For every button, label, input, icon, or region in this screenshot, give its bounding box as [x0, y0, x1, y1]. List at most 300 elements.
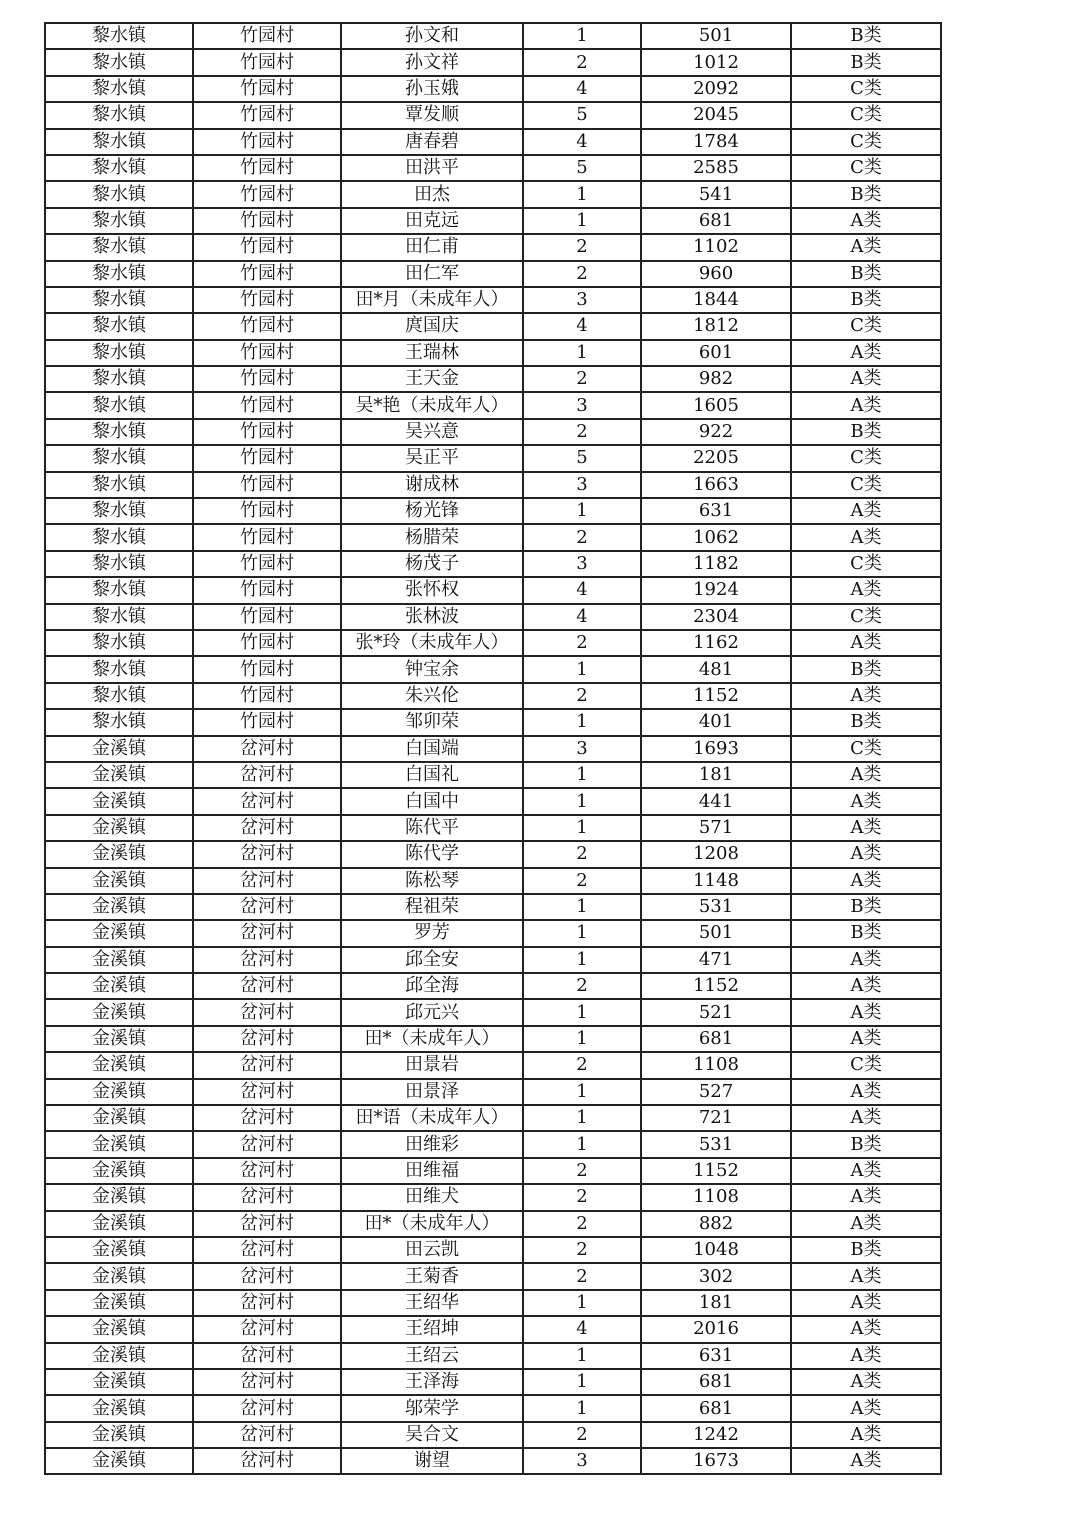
table-row [45, 1026, 941, 1052]
table-row [45, 129, 941, 155]
table-row [45, 208, 941, 234]
household-size-cell: 4 [523, 604, 641, 630]
category-cell: C类 [791, 155, 941, 181]
household-size-cell: 4 [523, 129, 641, 155]
category-cell: A类 [791, 1369, 941, 1395]
household-size-cell: 1 [523, 1079, 641, 1105]
village-cell: 竹园村 [193, 287, 341, 313]
name-cell: 王天金 [341, 366, 523, 392]
table-row [45, 49, 941, 75]
category-cell: B类 [791, 920, 941, 946]
household-size-cell: 2 [523, 261, 641, 287]
village-cell: 岔河村 [193, 1448, 341, 1474]
category-cell: C类 [791, 102, 941, 128]
amount-cell: 181 [641, 762, 791, 788]
table-row [45, 920, 941, 946]
amount-cell: 721 [641, 1105, 791, 1131]
town-cell: 金溪镇 [45, 788, 193, 814]
category-cell: A类 [791, 1395, 941, 1421]
name-cell: 邬荣学 [341, 1395, 523, 1421]
village-cell: 岔河村 [193, 1263, 341, 1289]
table-row [45, 1290, 941, 1316]
name-cell: 田景岩 [341, 1052, 523, 1078]
amount-cell: 2016 [641, 1316, 791, 1342]
name-cell: 王泽海 [341, 1369, 523, 1395]
table-row [45, 947, 941, 973]
household-size-cell: 1 [523, 920, 641, 946]
category-cell: A类 [791, 1184, 941, 1210]
table-row [45, 419, 941, 445]
amount-cell: 441 [641, 788, 791, 814]
village-cell: 岔河村 [193, 1369, 341, 1395]
name-cell: 吴合文 [341, 1422, 523, 1448]
amount-cell: 1605 [641, 392, 791, 418]
category-cell: C类 [791, 76, 941, 102]
name-cell: 孙文祥 [341, 49, 523, 75]
town-cell: 金溪镇 [45, 1026, 193, 1052]
table-row [45, 287, 941, 313]
village-cell: 竹园村 [193, 76, 341, 102]
village-cell: 竹园村 [193, 577, 341, 603]
amount-cell: 1924 [641, 577, 791, 603]
category-cell: B类 [791, 894, 941, 920]
category-cell: A类 [791, 577, 941, 603]
village-cell: 岔河村 [193, 1052, 341, 1078]
table-row [45, 392, 941, 418]
amount-cell: 1108 [641, 1052, 791, 1078]
household-size-cell: 3 [523, 1448, 641, 1474]
household-size-cell: 2 [523, 366, 641, 392]
name-cell: 孙玉娥 [341, 76, 523, 102]
name-cell: 陈代学 [341, 841, 523, 867]
category-cell: A类 [791, 1079, 941, 1105]
amount-cell: 1108 [641, 1184, 791, 1210]
table-row [45, 1263, 941, 1289]
name-cell: 吴正平 [341, 445, 523, 471]
amount-cell: 1693 [641, 736, 791, 762]
amount-cell: 1844 [641, 287, 791, 313]
category-cell: A类 [791, 234, 941, 260]
household-size-cell: 2 [523, 1237, 641, 1263]
name-cell: 王绍坤 [341, 1316, 523, 1342]
amount-cell: 1663 [641, 472, 791, 498]
category-cell: A类 [791, 392, 941, 418]
household-size-cell: 1 [523, 762, 641, 788]
amount-cell: 1152 [641, 1158, 791, 1184]
village-cell: 竹园村 [193, 551, 341, 577]
category-cell: A类 [791, 498, 941, 524]
town-cell: 黎水镇 [45, 313, 193, 339]
category-cell: C类 [791, 736, 941, 762]
village-cell: 岔河村 [193, 1316, 341, 1342]
village-cell: 竹园村 [193, 472, 341, 498]
table-row [45, 999, 941, 1025]
table-row [45, 1448, 941, 1474]
category-cell: A类 [791, 1316, 941, 1342]
amount-cell: 302 [641, 1263, 791, 1289]
category-cell: B类 [791, 49, 941, 75]
amount-cell: 1242 [641, 1422, 791, 1448]
amount-cell: 481 [641, 656, 791, 682]
table-row [45, 366, 941, 392]
table-row [45, 709, 941, 735]
table-row [45, 472, 941, 498]
amount-cell: 601 [641, 340, 791, 366]
name-cell: 谢望 [341, 1448, 523, 1474]
table-row [45, 1369, 941, 1395]
table-row [45, 498, 941, 524]
name-cell: 谢成林 [341, 472, 523, 498]
amount-cell: 1062 [641, 524, 791, 550]
village-cell: 岔河村 [193, 1158, 341, 1184]
table-row [45, 1395, 941, 1421]
village-cell: 岔河村 [193, 1026, 341, 1052]
table-row [45, 1079, 941, 1105]
town-cell: 黎水镇 [45, 551, 193, 577]
village-cell: 岔河村 [193, 841, 341, 867]
village-cell: 岔河村 [193, 762, 341, 788]
town-cell: 金溪镇 [45, 1395, 193, 1421]
town-cell: 金溪镇 [45, 736, 193, 762]
table-row [45, 1158, 941, 1184]
town-cell: 金溪镇 [45, 841, 193, 867]
village-cell: 竹园村 [193, 419, 341, 445]
town-cell: 黎水镇 [45, 261, 193, 287]
name-cell: 王绍华 [341, 1290, 523, 1316]
category-cell: A类 [791, 366, 941, 392]
category-cell: A类 [791, 999, 941, 1025]
household-size-cell: 1 [523, 1105, 641, 1131]
village-cell: 岔河村 [193, 1184, 341, 1210]
town-cell: 金溪镇 [45, 973, 193, 999]
amount-cell: 882 [641, 1211, 791, 1237]
table-row [45, 340, 941, 366]
table-row [45, 973, 941, 999]
town-cell: 金溪镇 [45, 868, 193, 894]
amount-cell: 1012 [641, 49, 791, 75]
name-cell: 程祖荣 [341, 894, 523, 920]
town-cell: 黎水镇 [45, 234, 193, 260]
category-cell: B类 [791, 23, 941, 49]
household-size-cell: 3 [523, 392, 641, 418]
town-cell: 金溪镇 [45, 920, 193, 946]
table-row [45, 1131, 941, 1157]
town-cell: 黎水镇 [45, 524, 193, 550]
town-cell: 金溪镇 [45, 1131, 193, 1157]
town-cell: 金溪镇 [45, 1184, 193, 1210]
table-row [45, 1105, 941, 1131]
town-cell: 黎水镇 [45, 340, 193, 366]
household-size-cell: 2 [523, 1184, 641, 1210]
town-cell: 黎水镇 [45, 498, 193, 524]
household-size-cell: 3 [523, 287, 641, 313]
category-cell: A类 [791, 973, 941, 999]
amount-cell: 631 [641, 1343, 791, 1369]
village-cell: 竹园村 [193, 234, 341, 260]
town-cell: 金溪镇 [45, 1448, 193, 1474]
amount-cell: 2585 [641, 155, 791, 181]
village-cell: 竹园村 [193, 709, 341, 735]
household-size-cell: 2 [523, 1263, 641, 1289]
village-cell: 岔河村 [193, 788, 341, 814]
town-cell: 金溪镇 [45, 1105, 193, 1131]
household-size-cell: 3 [523, 736, 641, 762]
village-cell: 岔河村 [193, 1211, 341, 1237]
name-cell: 田*（未成年人） [341, 1211, 523, 1237]
household-size-cell: 2 [523, 234, 641, 260]
amount-cell: 681 [641, 208, 791, 234]
name-cell: 吴兴意 [341, 419, 523, 445]
category-cell: B类 [791, 181, 941, 207]
name-cell: 杨光锋 [341, 498, 523, 524]
household-size-cell: 1 [523, 999, 641, 1025]
table-row [45, 604, 941, 630]
name-cell: 田仁军 [341, 261, 523, 287]
household-size-cell: 5 [523, 155, 641, 181]
town-cell: 金溪镇 [45, 1237, 193, 1263]
name-cell: 田云凯 [341, 1237, 523, 1263]
amount-cell: 960 [641, 261, 791, 287]
village-cell: 竹园村 [193, 392, 341, 418]
town-cell: 金溪镇 [45, 1290, 193, 1316]
village-cell: 岔河村 [193, 815, 341, 841]
table-row [45, 261, 941, 287]
amount-cell: 541 [641, 181, 791, 207]
household-size-cell: 2 [523, 630, 641, 656]
name-cell: 张林波 [341, 604, 523, 630]
household-size-cell: 2 [523, 1422, 641, 1448]
category-cell: A类 [791, 340, 941, 366]
town-cell: 金溪镇 [45, 1079, 193, 1105]
category-cell: C类 [791, 1052, 941, 1078]
category-cell: B类 [791, 656, 941, 682]
town-cell: 黎水镇 [45, 76, 193, 102]
household-size-cell: 3 [523, 472, 641, 498]
name-cell: 田*（未成年人） [341, 1026, 523, 1052]
name-cell: 田仁甫 [341, 234, 523, 260]
name-cell: 唐春碧 [341, 129, 523, 155]
town-cell: 黎水镇 [45, 577, 193, 603]
table-row [45, 76, 941, 102]
household-size-cell: 2 [523, 868, 641, 894]
town-cell: 黎水镇 [45, 419, 193, 445]
table-row [45, 1237, 941, 1263]
name-cell: 田洪平 [341, 155, 523, 181]
amount-cell: 922 [641, 419, 791, 445]
name-cell: 邹卯荣 [341, 709, 523, 735]
village-cell: 竹园村 [193, 366, 341, 392]
town-cell: 金溪镇 [45, 1343, 193, 1369]
household-size-cell: 1 [523, 340, 641, 366]
household-size-cell: 4 [523, 76, 641, 102]
category-cell: C类 [791, 604, 941, 630]
table-row [45, 1316, 941, 1342]
village-cell: 竹园村 [193, 656, 341, 682]
household-size-cell: 4 [523, 313, 641, 339]
name-cell: 田维福 [341, 1158, 523, 1184]
town-cell: 黎水镇 [45, 129, 193, 155]
table-row [45, 551, 941, 577]
category-cell: B类 [791, 709, 941, 735]
household-size-cell: 1 [523, 1131, 641, 1157]
town-cell: 金溪镇 [45, 894, 193, 920]
village-cell: 岔河村 [193, 868, 341, 894]
household-size-cell: 1 [523, 947, 641, 973]
village-cell: 竹园村 [193, 604, 341, 630]
table-row [45, 1211, 941, 1237]
category-cell: A类 [791, 1343, 941, 1369]
town-cell: 金溪镇 [45, 815, 193, 841]
village-cell: 岔河村 [193, 920, 341, 946]
household-size-cell: 1 [523, 181, 641, 207]
household-size-cell: 1 [523, 709, 641, 735]
village-cell: 竹园村 [193, 181, 341, 207]
amount-cell: 1102 [641, 234, 791, 260]
name-cell: 杨茂子 [341, 551, 523, 577]
name-cell: 张*玲（未成年人） [341, 630, 523, 656]
category-cell: B类 [791, 1237, 941, 1263]
amount-cell: 982 [641, 366, 791, 392]
name-cell: 田克远 [341, 208, 523, 234]
town-cell: 黎水镇 [45, 366, 193, 392]
household-size-cell: 2 [523, 1211, 641, 1237]
household-size-cell: 2 [523, 1052, 641, 1078]
category-cell: A类 [791, 524, 941, 550]
town-cell: 黎水镇 [45, 445, 193, 471]
table-row [45, 524, 941, 550]
household-size-cell: 5 [523, 445, 641, 471]
table-row [45, 1184, 941, 1210]
household-size-cell: 1 [523, 1343, 641, 1369]
household-size-cell: 1 [523, 498, 641, 524]
village-cell: 岔河村 [193, 1422, 341, 1448]
amount-cell: 1784 [641, 129, 791, 155]
category-cell: A类 [791, 1211, 941, 1237]
amount-cell: 531 [641, 1131, 791, 1157]
name-cell: 白国中 [341, 788, 523, 814]
category-cell: A类 [791, 208, 941, 234]
town-cell: 金溪镇 [45, 1422, 193, 1448]
name-cell: 朱兴伦 [341, 683, 523, 709]
household-size-cell: 2 [523, 683, 641, 709]
town-cell: 金溪镇 [45, 762, 193, 788]
town-cell: 金溪镇 [45, 1052, 193, 1078]
household-size-cell: 1 [523, 1369, 641, 1395]
household-size-cell: 2 [523, 1158, 641, 1184]
table-body [45, 23, 941, 1474]
village-cell: 岔河村 [193, 894, 341, 920]
village-cell: 竹园村 [193, 102, 341, 128]
category-cell: C类 [791, 472, 941, 498]
village-cell: 竹园村 [193, 129, 341, 155]
amount-cell: 2205 [641, 445, 791, 471]
name-cell: 杨腊荣 [341, 524, 523, 550]
category-cell: A类 [791, 1263, 941, 1289]
household-size-cell: 2 [523, 49, 641, 75]
household-size-cell: 1 [523, 1290, 641, 1316]
table-row [45, 155, 941, 181]
category-cell: C类 [791, 129, 941, 155]
name-cell: 钟宝余 [341, 656, 523, 682]
household-size-cell: 2 [523, 419, 641, 445]
town-cell: 黎水镇 [45, 656, 193, 682]
household-size-cell: 1 [523, 1026, 641, 1052]
amount-cell: 1162 [641, 630, 791, 656]
village-cell: 岔河村 [193, 1105, 341, 1131]
village-cell: 岔河村 [193, 1395, 341, 1421]
town-cell: 黎水镇 [45, 102, 193, 128]
name-cell: 田*语（未成年人） [341, 1105, 523, 1131]
town-cell: 金溪镇 [45, 1158, 193, 1184]
household-size-cell: 5 [523, 102, 641, 128]
category-cell: A类 [791, 947, 941, 973]
category-cell: B类 [791, 287, 941, 313]
amount-cell: 1152 [641, 683, 791, 709]
name-cell: 田*月（未成年人） [341, 287, 523, 313]
category-cell: A类 [791, 630, 941, 656]
town-cell: 黎水镇 [45, 23, 193, 49]
name-cell: 邱元兴 [341, 999, 523, 1025]
name-cell: 王瑞林 [341, 340, 523, 366]
town-cell: 金溪镇 [45, 1211, 193, 1237]
village-cell: 竹园村 [193, 23, 341, 49]
name-cell: 白国礼 [341, 762, 523, 788]
category-cell: B类 [791, 261, 941, 287]
amount-cell: 521 [641, 999, 791, 1025]
name-cell: 邱全安 [341, 947, 523, 973]
village-cell: 岔河村 [193, 1079, 341, 1105]
amount-cell: 1208 [641, 841, 791, 867]
category-cell: A类 [791, 1290, 941, 1316]
household-size-cell: 2 [523, 524, 641, 550]
category-cell: B类 [791, 419, 941, 445]
category-cell: C类 [791, 445, 941, 471]
name-cell: 吴*艳（未成年人） [341, 392, 523, 418]
amount-cell: 181 [641, 1290, 791, 1316]
table-row [45, 788, 941, 814]
amount-cell: 1148 [641, 868, 791, 894]
household-size-cell: 1 [523, 208, 641, 234]
town-cell: 黎水镇 [45, 683, 193, 709]
village-cell: 竹园村 [193, 313, 341, 339]
household-size-cell: 1 [523, 815, 641, 841]
table-row [45, 313, 941, 339]
table-row [45, 445, 941, 471]
amount-cell: 471 [641, 947, 791, 973]
category-cell: A类 [791, 841, 941, 867]
household-size-cell: 4 [523, 577, 641, 603]
amount-cell: 2304 [641, 604, 791, 630]
town-cell: 黎水镇 [45, 208, 193, 234]
category-cell: A类 [791, 1158, 941, 1184]
village-cell: 岔河村 [193, 999, 341, 1025]
category-cell: A类 [791, 788, 941, 814]
amount-cell: 531 [641, 894, 791, 920]
category-cell: C类 [791, 313, 941, 339]
name-cell: 孙文和 [341, 23, 523, 49]
data-table [44, 22, 942, 1475]
household-size-cell: 1 [523, 1395, 641, 1421]
name-cell: 陈松琴 [341, 868, 523, 894]
household-size-cell: 2 [523, 841, 641, 867]
name-cell: 陈代平 [341, 815, 523, 841]
town-cell: 黎水镇 [45, 709, 193, 735]
table-row [45, 1343, 941, 1369]
table-row [45, 868, 941, 894]
amount-cell: 681 [641, 1395, 791, 1421]
amount-cell: 1812 [641, 313, 791, 339]
table-row [45, 1422, 941, 1448]
